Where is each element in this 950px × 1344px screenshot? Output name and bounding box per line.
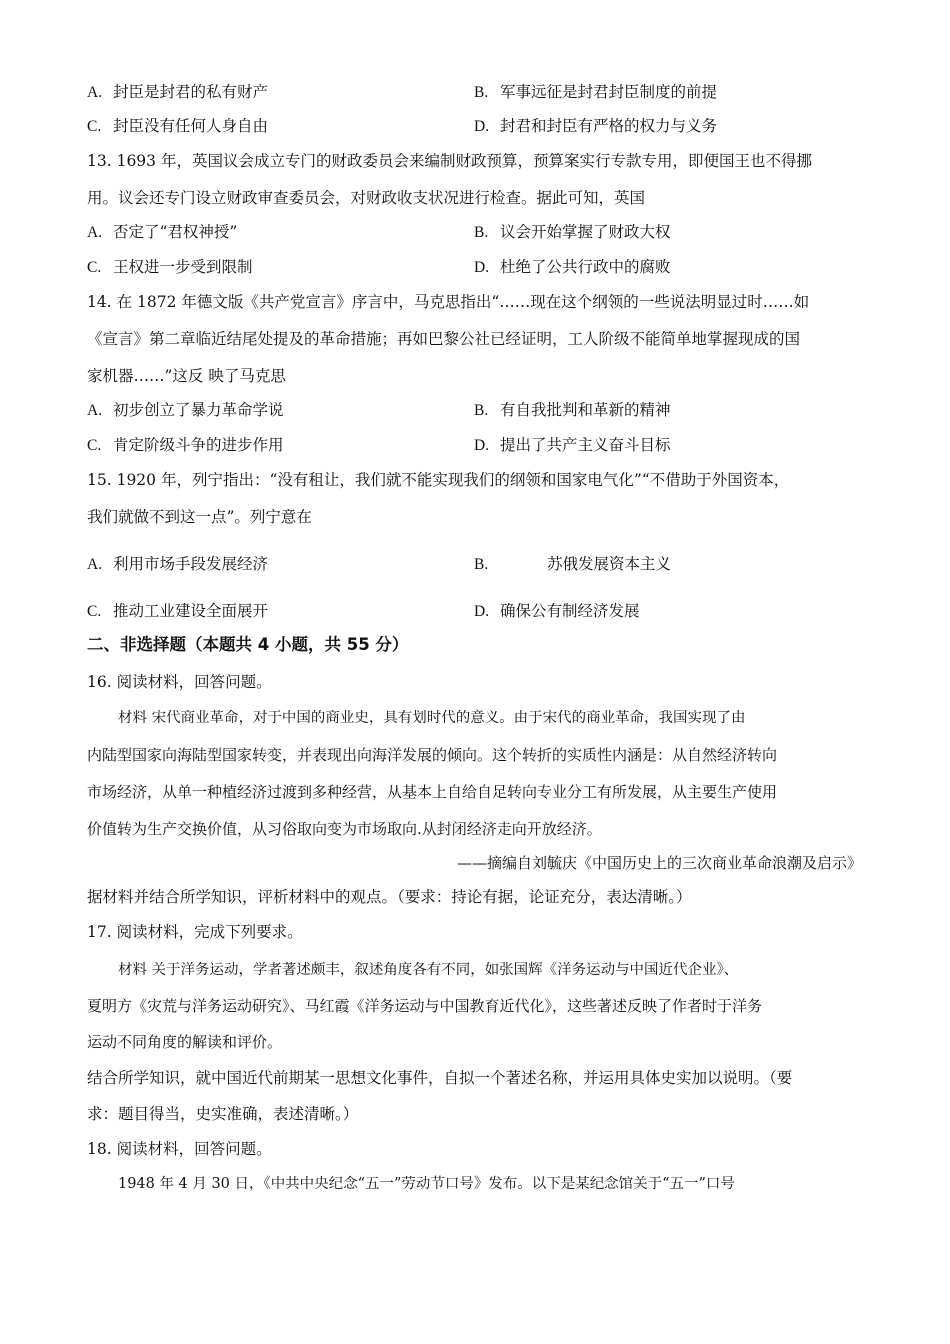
option-text: 确保公有制经济发展 (500, 602, 640, 620)
q15-option-c[interactable] (87, 601, 268, 622)
option-text: 封臣没有任何人身自由 (113, 117, 269, 135)
option-letter: B. (474, 402, 489, 419)
q15-option-a[interactable] (87, 554, 268, 575)
q17-requirement-line-1: 结合所学知识，就中国近代前期某一思想文化事件，自拟一个著述名称，并运用具体史实加以说明。（要 (87, 1069, 793, 1087)
option-text: 推动工业建设全面展开 (113, 602, 269, 620)
q16-material-line-3: 市场经济，从单一种植经济过渡到多种经营，从基本上自给自足转向专业分工有所发展，从主要生产使用 (87, 783, 778, 801)
option-letter: A. (87, 224, 103, 241)
q16-material-line-1: 材料 宋代商业革命，对于中国的商业史，具有划时代的意义。由于宋代的商业革命，我国实现了由 (118, 710, 746, 726)
option-letter: D. (474, 118, 490, 135)
q14-option-b[interactable] (474, 400, 671, 421)
option-letter: D. (474, 603, 490, 620)
option-letter: B. (474, 84, 489, 101)
q17-requirement-line-2: 求：题目得当，史实准确，表述清晰。） (87, 1105, 359, 1123)
q17-material-line-3: 运动不同角度的解读和评价。 (87, 1033, 283, 1051)
q13-stem-line-1: 13. 1693 年，英国议会成立专门的财政委员会来编制财政预算，预算案实行专款专用，即便国王也不得挪 (87, 152, 812, 170)
option-letter: C. (87, 603, 102, 620)
option-text: 封君和封臣有严格的权力与义务 (500, 117, 718, 135)
q14-option-a[interactable] (87, 400, 284, 421)
q15-option-b[interactable] (474, 554, 671, 575)
q13-option-a[interactable] (87, 222, 237, 243)
option-text: 初步创立了暴力革命学说 (113, 401, 284, 419)
q14-option-d[interactable] (474, 435, 671, 456)
q16-material-line-4: 价值转为生产交换价值，从习俗取向变为市场取向.从封闭经济走向开放经济。 (87, 820, 602, 838)
option-letter: D. (474, 437, 490, 454)
option-text: 议会开始掌握了财政大权 (500, 223, 671, 241)
q13-option-d[interactable] (474, 257, 671, 278)
q12-option-c[interactable] (87, 116, 268, 137)
q14-option-c[interactable] (87, 435, 284, 456)
option-letter: C. (87, 118, 102, 135)
option-text: 提出了共产主义奋斗目标 (500, 436, 671, 454)
option-letter: C. (87, 437, 102, 454)
option-text: 军事远征是封君封臣制度的前提 (500, 83, 718, 101)
option-text: 肯定阶级斗争的进步作用 (113, 436, 284, 454)
q15-option-d[interactable] (474, 601, 640, 622)
option-text: 杜绝了公共行政中的腐败 (500, 258, 671, 276)
q16-source: ——摘编自刘毓庆《中国历史上的三次商业革命浪潮及启示》 (456, 854, 862, 872)
q16-requirement: 据材料并结合所学知识，评析材料中的观点。（要求：持论有据，论证充分，表达清晰。） (87, 888, 692, 906)
option-letter: D. (474, 259, 490, 276)
option-letter: C. (87, 259, 102, 276)
option-letter: B. (474, 224, 489, 241)
q14-stem-line-1: 14. 在 1872 年德文版《共产党宣言》序言中，马克思指出“……现在这个纲领的一些说法明显过时……如 (87, 293, 810, 311)
option-text: 王权进一步受到限制 (113, 258, 253, 276)
q17-material-line-1: 材料 关于洋务运动，学者著述颇丰，叙述角度各有不同，如张国辉《洋务运动与中国近代企业》、 (118, 962, 739, 978)
option-letter: B. (474, 556, 489, 573)
q12-option-d[interactable] (474, 116, 717, 137)
option-text: 利用市场手段发展经济 (113, 555, 269, 573)
q16-material-line-2: 内陆型国家向海陆型国家转变，并表现出向海洋发展的倾向。这个转折的实质性内涵是：从自然经济转向 (87, 746, 778, 764)
section-title: 二、非选择题（本题共 4 小题，共 55 分） (87, 635, 409, 654)
option-text: 苏俄发展资本主义 (547, 555, 672, 573)
q17-stem: 17. 阅读材料，完成下列要求。 (87, 923, 303, 941)
q13-stem-line-2: 用。议会还专门设立财政审查委员会，对财政收支状况进行检查。据此可知，英国 (87, 189, 646, 207)
q12-option-a[interactable] (87, 82, 268, 103)
q14-stem-line-3: 家机器……”这反 映了马克思 (87, 367, 286, 385)
option-text: 否定了“君权神授” (113, 223, 238, 241)
option-text: 封臣是封君的私有财产 (113, 83, 269, 101)
option-letter: A. (87, 84, 103, 101)
option-letter: A. (87, 402, 103, 419)
q14-stem-line-2: 《宣言》第二章临近结尾处提及的革命措施；再如巴黎公社已经证明，工人阶级不能简单地掌握现成的国 (87, 330, 801, 348)
q12-option-b[interactable] (474, 82, 717, 103)
q13-option-b[interactable] (474, 222, 671, 243)
q18-material-line-1: 1948 年 4 月 30 日，《中共中央纪念“五一”劳动节口号》发布。以下是某纪念馆关于“五一”口号 (118, 1176, 735, 1192)
q16-stem: 16. 阅读材料，回答问题。 (87, 673, 272, 691)
option-letter: A. (87, 556, 103, 573)
option-text: 有自我批判和革新的精神 (500, 401, 671, 419)
q17-material-line-2: 夏明方《灾荒与洋务运动研究》、马红霞《洋务运动与中国教育近代化》，这些著述反映了作者时于洋务 (87, 997, 763, 1015)
q18-stem: 18. 阅读材料，回答问题。 (87, 1140, 272, 1158)
q15-stem-line-1: 15. 1920 年，列宁指出：“没有租让，我们就不能实现我们的纲领和国家电气化”“不借助于外国资本， (87, 471, 790, 489)
q13-option-c[interactable] (87, 257, 253, 278)
q15-stem-line-2: 我们就做不到这一点”。列宁意在 (87, 508, 312, 526)
